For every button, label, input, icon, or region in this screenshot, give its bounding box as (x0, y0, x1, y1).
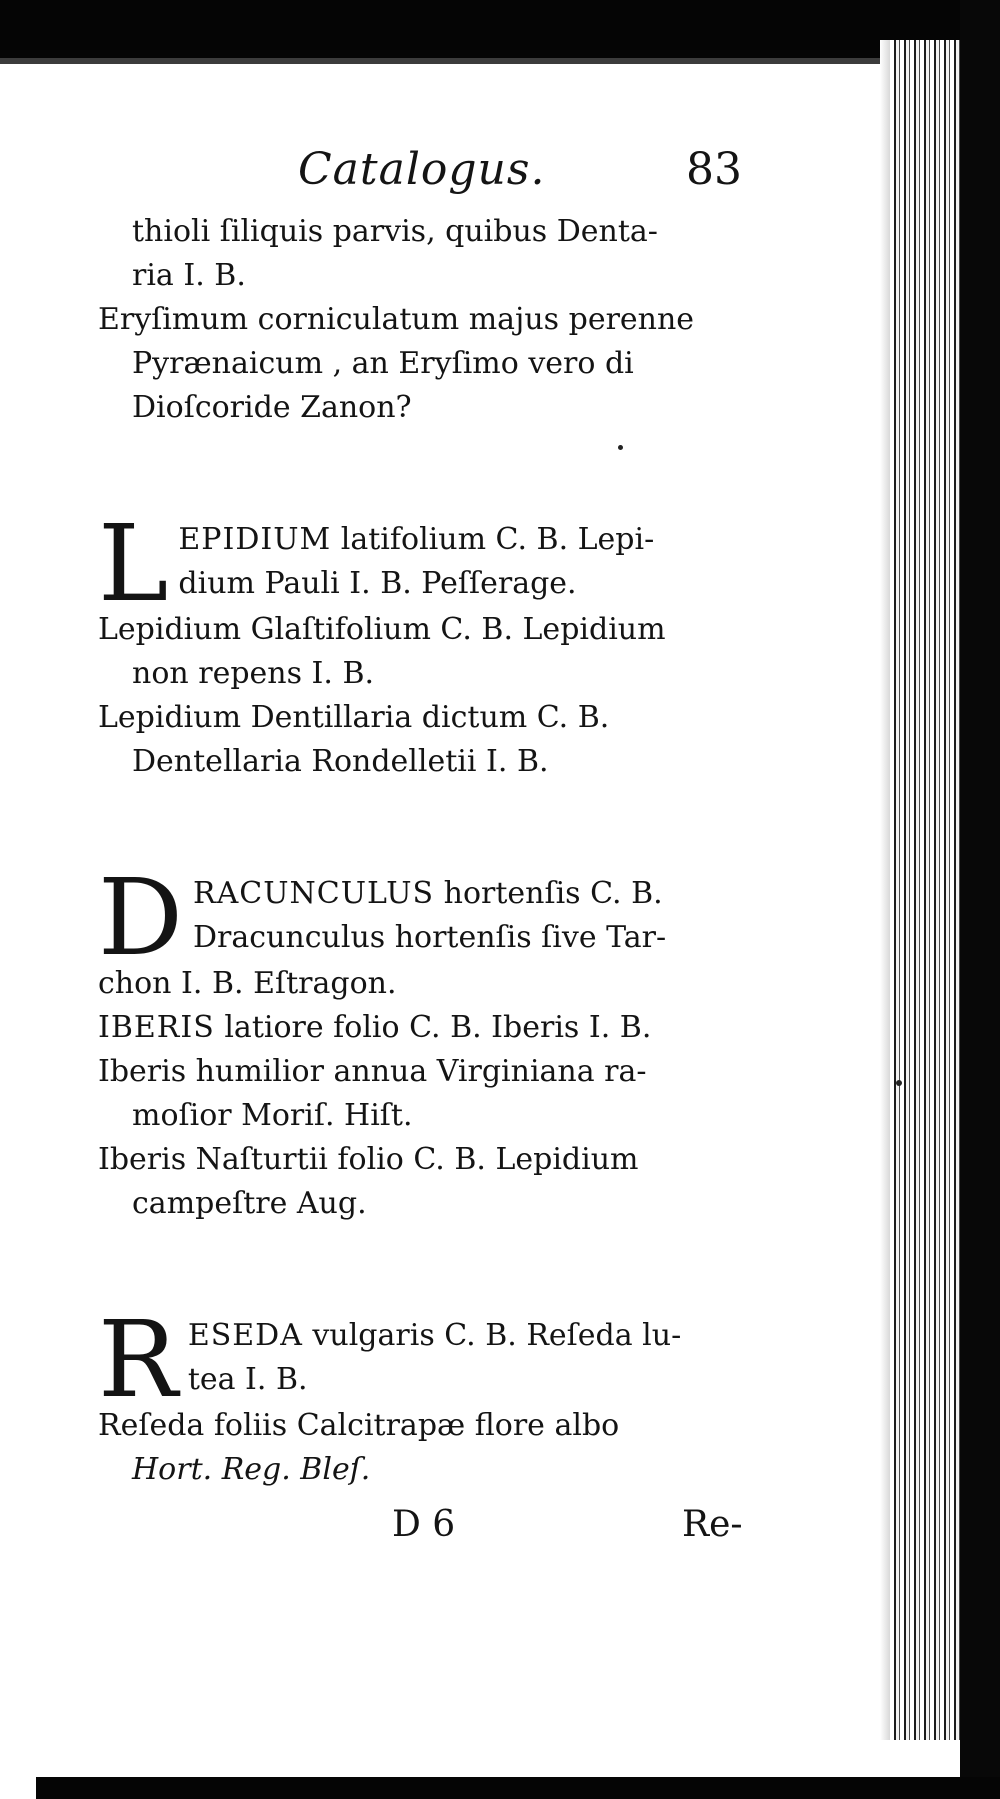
entry-line: non repens I. B. (132, 656, 375, 691)
scan-border-right (960, 0, 1000, 1799)
page-fold-shadow (880, 40, 890, 1740)
entry-line (98, 1006, 758, 1050)
small-caps-word: ESEDA (187, 1318, 303, 1353)
page-footer (0, 1504, 880, 1564)
ink-speck (896, 1080, 902, 1086)
section-gap (98, 784, 758, 872)
entry-line: Hort. Reg. Bleſ. (132, 1452, 371, 1487)
catalogue-entry (98, 608, 758, 696)
entry-line: Dioſcoride Zanon? (132, 390, 412, 425)
catalogue-entry (98, 1298, 758, 1421)
catalogue-entry (98, 1006, 758, 1050)
small-caps-word: RACUNCULUS (193, 876, 435, 911)
entry-line (98, 210, 758, 254)
book-page-edges (890, 40, 960, 1740)
catalogue-entry (98, 502, 758, 625)
catalogue-entry (98, 696, 758, 784)
drop-cap: R (98, 1298, 178, 1421)
entry-line (98, 518, 758, 562)
entry-line: Iberis humilior annua Virginiana ra- (98, 1054, 647, 1089)
catalogue-entry (98, 298, 758, 430)
entry-line: Eryſimum corniculatum majus perenne (98, 302, 695, 337)
entry-line: Dentellaria Rondelletii I. B. (132, 744, 549, 779)
entry-line: Lepidium Glaſtifolium C. B. Lepidium (98, 612, 666, 647)
catalogue-entry (98, 1138, 758, 1226)
entry-line: Lepidium Dentillaria dictum C. B. (98, 700, 610, 735)
book-page (0, 64, 880, 1764)
entry-line (98, 1314, 758, 1358)
line-text: vulgaris C. B. Reſeda lu- (302, 1318, 682, 1353)
drop-cap: D (98, 856, 183, 979)
entry-line: Reſeda foliis Calcitrapæ flore albo (98, 1408, 620, 1443)
scan-border-top (0, 0, 1000, 58)
line-text: latifolium C. B. Lepi- (331, 522, 655, 557)
catalogue-text (98, 210, 758, 1492)
entry-line: Dracunculus hortenſis ſive Tar- (193, 920, 667, 955)
page-number: 83 (686, 144, 742, 195)
scan-border-bottom (36, 1777, 1000, 1799)
entry-line: tea I. B. (187, 1362, 308, 1397)
catalogue-entry (98, 1404, 758, 1492)
running-title: Catalogus. (298, 144, 546, 195)
running-header (0, 144, 880, 214)
line-text: latiore folio C. B. Iberis I. B. (214, 1010, 652, 1045)
catchword: Re- (682, 1504, 743, 1545)
entry-line: ria I. B. (132, 258, 246, 293)
entry-line (98, 872, 758, 916)
entry-line: dium Pauli I. B. Peſſerage. (178, 566, 577, 601)
drop-cap: L (98, 502, 169, 625)
section-gap (98, 1226, 758, 1314)
catalogue-entry (98, 210, 758, 298)
signature-mark: D 6 (392, 1504, 456, 1545)
small-caps-word: IBERIS (98, 1010, 215, 1045)
entry-line: chon I. B. Eſtragon. (98, 966, 397, 1001)
section-gap (98, 430, 758, 518)
catalogue-entry (98, 856, 758, 1006)
entry-line: Pyrænaicum , an Eryſimo vero di (132, 346, 634, 381)
entry-line: moſior Moriſ. Hiſt. (132, 1098, 413, 1133)
line-text: hortenſis C. B. (434, 876, 663, 911)
line-text: thioli ſiliquis parvis, quibus Denta- (132, 214, 658, 249)
small-caps-word: EPIDIUM (178, 522, 332, 557)
entry-line: campeſtre Aug. (132, 1186, 367, 1221)
entry-line: Iberis Naſturtii folio C. B. Lepidium (98, 1142, 639, 1177)
catalogue-entry (98, 1050, 758, 1138)
